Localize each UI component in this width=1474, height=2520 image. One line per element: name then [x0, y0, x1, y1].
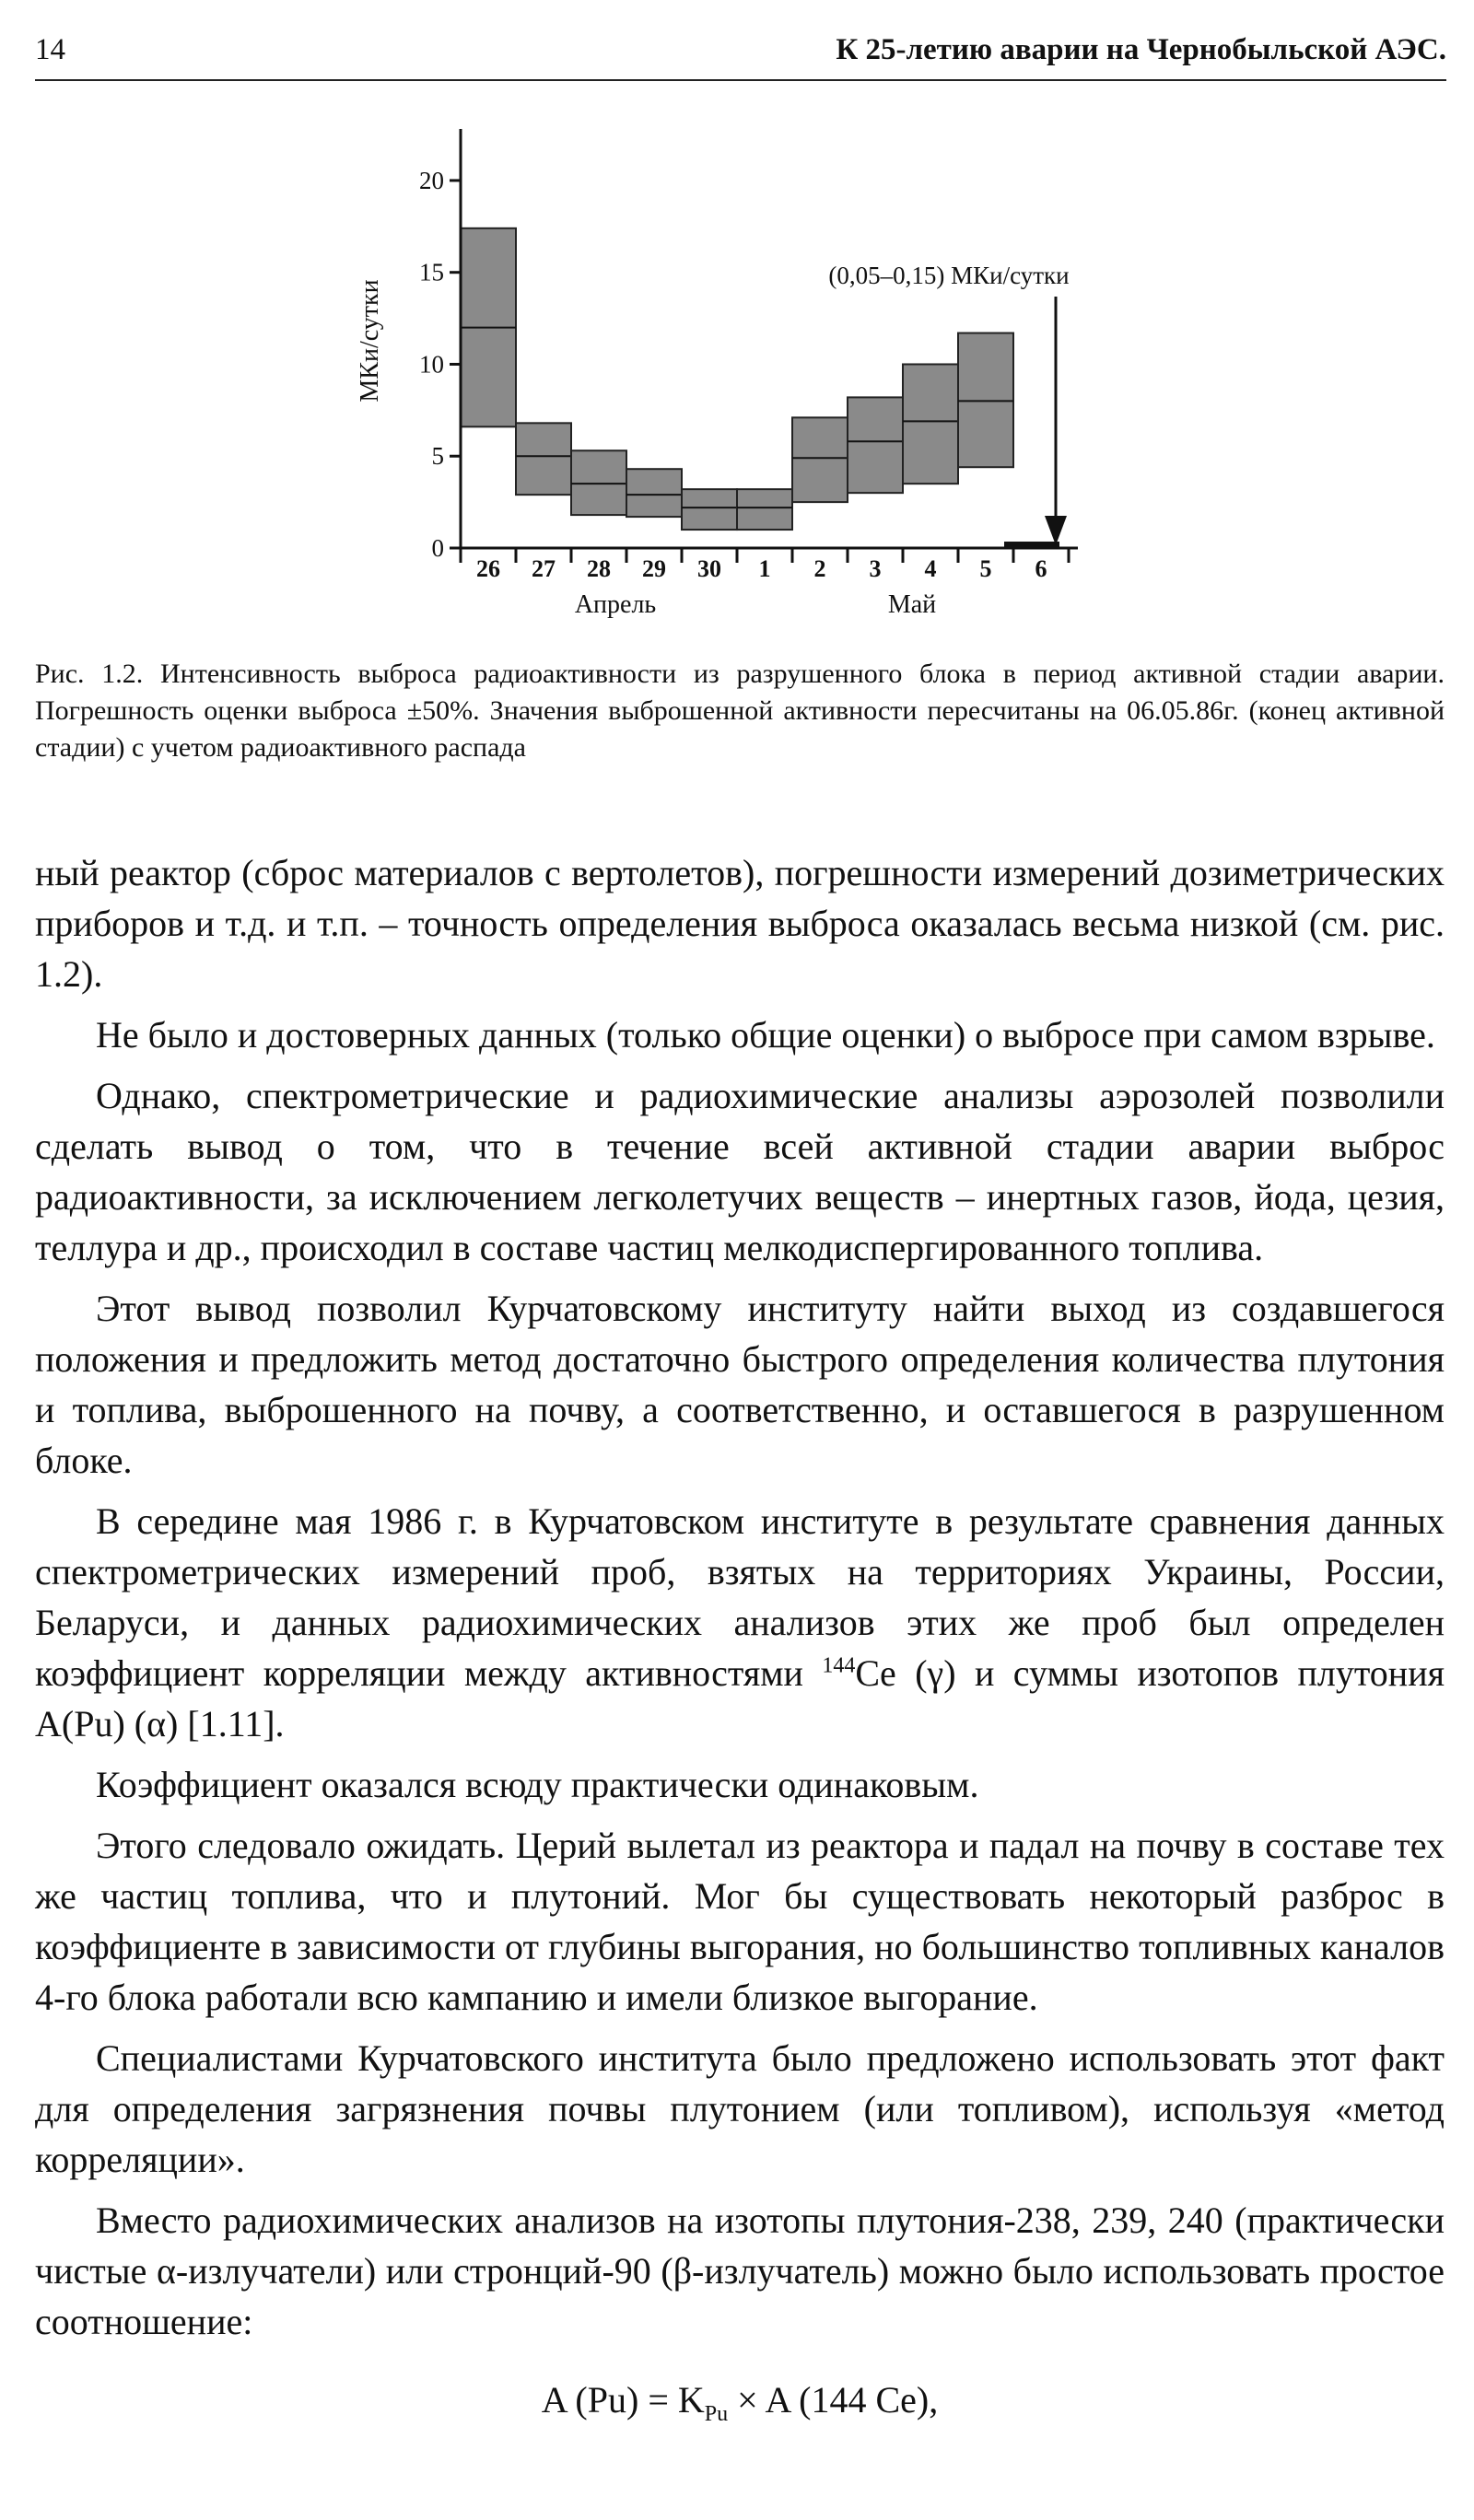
- y-tick-label: 5: [431, 442, 444, 471]
- bar-29: [626, 469, 682, 517]
- paragraph: Специалистами Курчатовского института было предложено использовать этот факт для определения загрязнения почвы плутонием (или топливом), используя «метод корреляции».: [35, 2037, 1445, 2180]
- y-tick-label: 10: [419, 350, 444, 379]
- running-title: К 25-летию аварии на Чернобыльской АЭС.: [836, 33, 1446, 66]
- paragraph: Не было и достоверных данных (только общие оценки) о выбросе при самом взрыве.: [96, 1014, 1435, 1056]
- x-tick-label: 5: [979, 555, 992, 582]
- figure-caption: Рис. 1.2. Интенсивность выброса радиоактивности из разрушенного блока в период активной стадии аварии. Погрешность оценки выброса ±50%. Значения выброшенной активности пересчитаны на 06.05.86г. (конец активной стадии) с учетом радиоактивного распада: [35, 659, 1445, 763]
- x-ticks: [461, 548, 1069, 582]
- y-ticks: [419, 167, 461, 562]
- paragraph: Этот вывод позволил Курчатовскому институту найти выход из создавшегося положения и предложить метод достаточно быстрого определения количества плутония и топлива, выброшенного на почву, а соответственно, и оставшегося в разрушенном блоке.: [35, 1288, 1445, 1481]
- bar-2: [792, 417, 848, 502]
- body-text: [35, 847, 1445, 2435]
- paragraph: Этого следовало ожидать. Церий вылетал из реактора и падал на почву в составе тех же частиц топлива, что и плутоний. Мог бы существовать некоторый разброс в коэффициенте в зависимости от глубины выгорания, но большинство топливных каналов 4-го блока работали всю кампанию и имели близкое выгорание.: [35, 1825, 1445, 2018]
- formula: [35, 2374, 1445, 2425]
- month-label-may: Май: [887, 590, 937, 619]
- page-number: 14: [35, 33, 65, 66]
- chart-annotation: (0,05–0,15) МКи/сутки: [828, 262, 1070, 289]
- formula-subscript: Pu: [704, 2402, 729, 2426]
- paragraph: Вместо радиохимических анализов на изотопы плутония-238, 239, 240 (практически чистые α-излучатели) или стронций-90 (β-излучатель) можно было использовать простое соотношение:: [35, 2199, 1445, 2342]
- paragraph: Коэффициент оказался всюду практически одинаковым.: [96, 1764, 979, 1805]
- bar-27: [516, 423, 571, 495]
- y-tick-label: 15: [419, 258, 444, 286]
- y-axis-label: МКи/сутки: [356, 279, 384, 402]
- bar-30: [682, 489, 737, 530]
- paragraph: Однако, спектрометрические и радиохимические анализы аэрозолей позволили сделать вывод о том, что в течение всей активной стадии аварии выброс радиоактивности, за исключением легколетучих веществ – инертных газов, йода, цезия, теллура и др., происходил в составе частиц мелкодиспергированного топлива.: [35, 1075, 1445, 1268]
- paragraph-text: Ce (γ) и суммы изотопов плутония A(Pu) (α) [1.11].: [35, 1652, 1445, 1744]
- superscript: 144: [822, 1653, 856, 1678]
- month-label-april: Апрель: [574, 590, 657, 619]
- x-tick-label: 1: [758, 555, 771, 582]
- paragraph-text: В середине мая 1986 г. в Курчатовском институте в результате сравнения данных спектрометрических измерений проб, взятых на территориях Украины, России, Беларуси, и данных радиохимических анализов этих же проб был определен коэффициент корреляции между активностями: [35, 1500, 1445, 1694]
- bar-3: [848, 397, 903, 493]
- formula-right: × A (144 Ce),: [728, 2379, 939, 2421]
- paragraph: [35, 1496, 1445, 1749]
- y-tick-label: 0: [431, 534, 444, 562]
- x-tick-label: 28: [587, 555, 611, 582]
- x-tick-label: 2: [813, 555, 826, 582]
- x-tick-label: 27: [532, 555, 556, 582]
- x-tick-label: 6: [1035, 555, 1047, 582]
- x-tick-label: 29: [642, 555, 666, 582]
- y-tick-label: 20: [419, 166, 444, 194]
- paragraph: ный реактор (сброс материалов с вертолетов), погрешности измерений дозиметрических приборов и т.д. и т.п. – точность определения выброса оказалась весьма низкой (см. рис. 1.2).: [35, 852, 1445, 995]
- emission-chart: [341, 120, 1115, 636]
- formula-left: A (Pu) = K: [541, 2379, 705, 2421]
- page-header: [35, 28, 1446, 81]
- x-tick-label: 26: [476, 555, 500, 582]
- bar-4: [903, 364, 958, 484]
- annotation-arrowhead: [1045, 516, 1067, 545]
- x-tick-label: 30: [697, 555, 721, 582]
- x-tick-label: 4: [924, 555, 937, 582]
- x-tick-label: 3: [869, 555, 882, 582]
- bar-1: [737, 489, 792, 530]
